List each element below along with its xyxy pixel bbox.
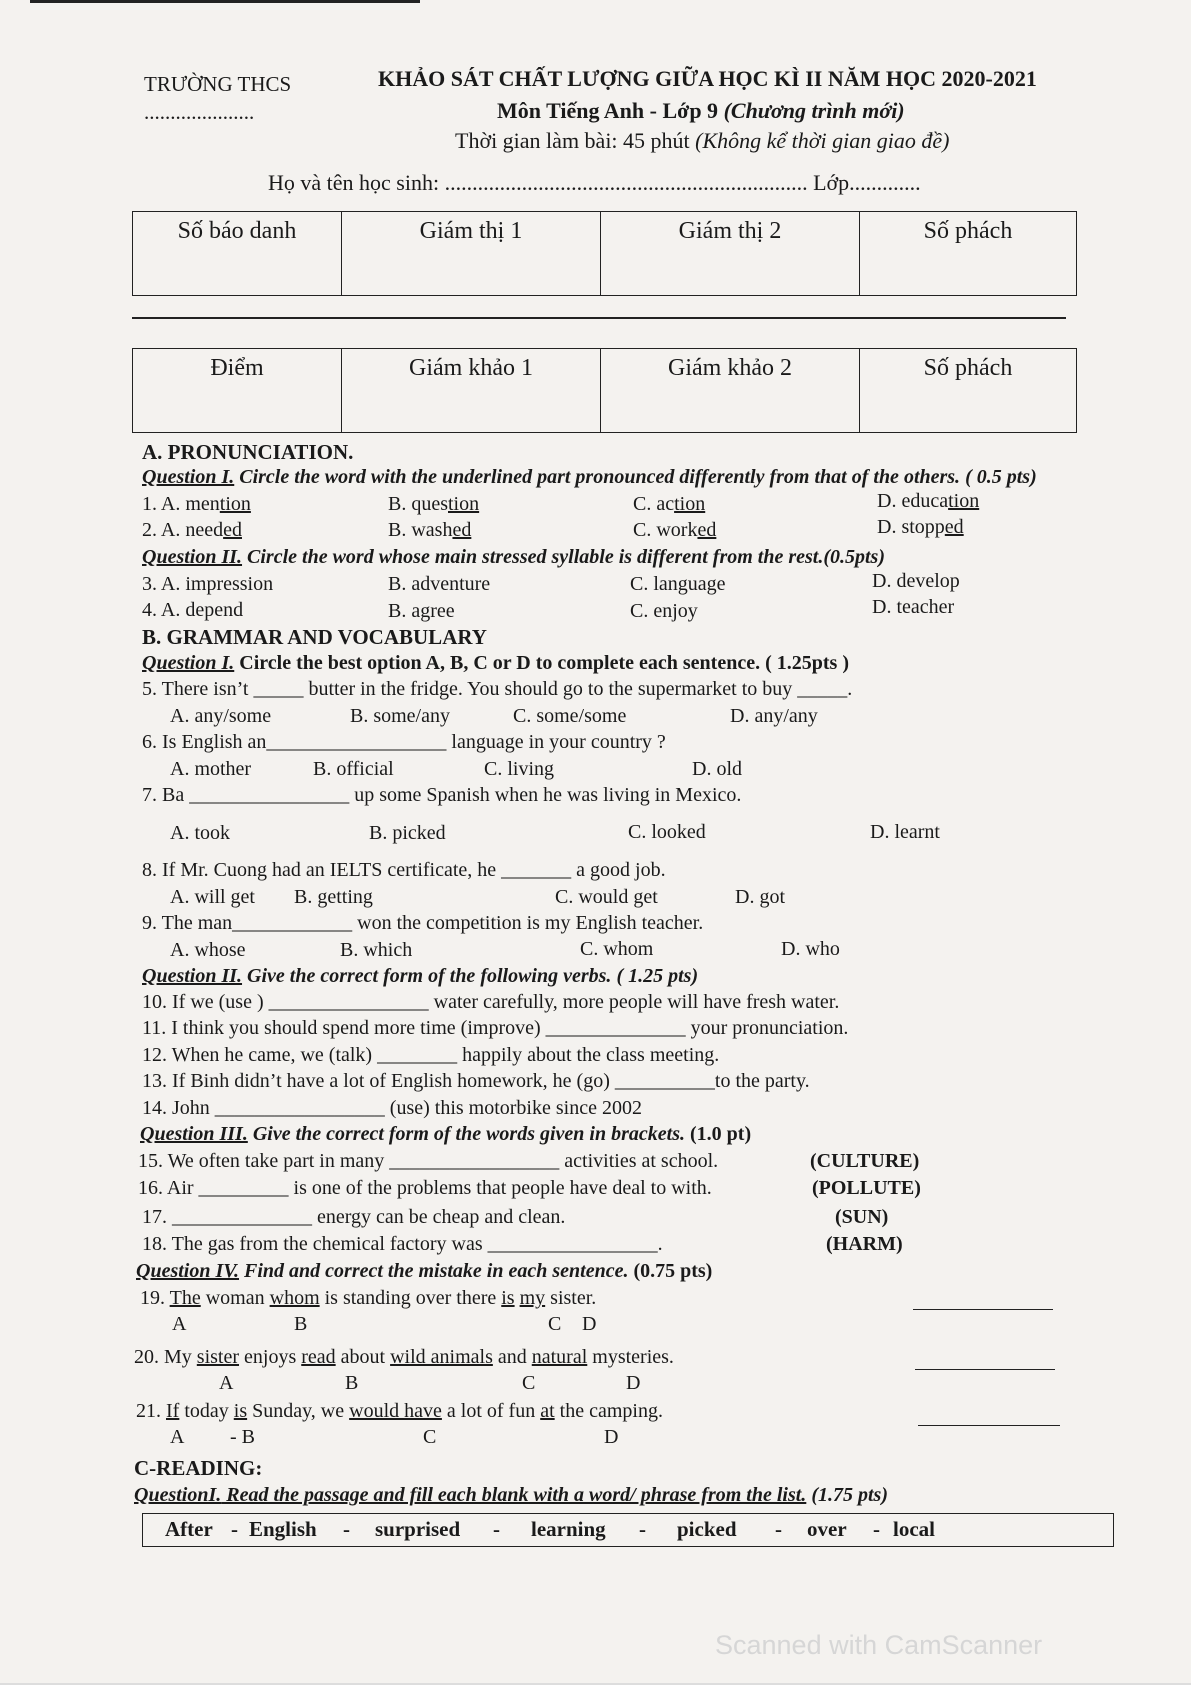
sentence-15: 15. We often take part in many _________________ activities at school.	[138, 1150, 719, 1172]
sentence-11: 11. I think you should spend more time (improve) ______________ your pronunciation.	[142, 1017, 849, 1039]
question-label: Question IV.	[136, 1260, 240, 1282]
item-1-d: D. education	[877, 490, 980, 512]
item-2-a: 2. A. needed	[142, 519, 242, 541]
sentence-18: 18. The gas from the chemical factory was _________________.	[142, 1233, 663, 1255]
word-list-box	[142, 1513, 1114, 1547]
question-text: Give the correct form of the following verbs.	[242, 965, 612, 987]
sentence-10: 10. If we (use ) ________________ water carefully, more people will have fresh water.	[142, 991, 840, 1013]
label-21-d: D	[604, 1426, 619, 1448]
sentence-9: 9. The man____________ won the competition is my English teacher.	[142, 912, 704, 934]
separator: -	[231, 1517, 238, 1541]
subject-line	[497, 98, 905, 124]
code-cell-2: Số phách	[860, 349, 1077, 433]
option-7-a: A. took	[170, 822, 230, 844]
label-19-a: A	[172, 1313, 187, 1335]
question-label: Question I.	[142, 652, 235, 674]
cut-line	[132, 317, 1066, 319]
code-cell: Số phách	[860, 212, 1077, 296]
item-4-a: 4. A. depend	[142, 599, 244, 621]
label-21-c: C	[423, 1426, 437, 1448]
label-19-c: C	[548, 1313, 562, 1335]
sentence-12: 12. When he came, we (talk) ________ happily about the class meeting.	[142, 1044, 720, 1066]
section-a-question-2	[142, 546, 885, 569]
question-text: Circle the best option A, B, C or D to complete each sentence. ( 1.25pts )	[234, 652, 849, 674]
sentence-14: 14. John _________________ (use) this motorbike since 2002	[142, 1097, 642, 1119]
section-c-title: C-READING:	[134, 1456, 263, 1480]
word-learning: learning	[531, 1517, 606, 1541]
item-1-b: B. question	[388, 493, 480, 515]
question-points: (0.75 pts)	[628, 1260, 713, 1282]
option-6-b: B. official	[313, 758, 394, 780]
item-4-d: D. teacher	[872, 596, 955, 618]
word-after: After	[165, 1517, 213, 1541]
label-20-b: B	[345, 1372, 359, 1394]
item-1-a: 1. A. mention	[142, 493, 251, 515]
item-4-c: C. enjoy	[630, 600, 698, 622]
question-text: Give the correct form of the words given in brackets.	[247, 1123, 685, 1145]
question-label: Question II.	[142, 965, 243, 987]
keyword-17: (SUN)	[835, 1206, 889, 1228]
time-note: (Không kể thời gian giao đề)	[695, 128, 950, 153]
section-b-question-3	[140, 1123, 751, 1146]
option-8-b: B. getting	[294, 886, 373, 908]
option-6-a: A. mother	[170, 758, 252, 780]
option-6-d: D. old	[692, 758, 742, 780]
question-points: (1.0 pt)	[685, 1123, 752, 1145]
option-7-c: C. looked	[628, 821, 706, 843]
separator: -	[343, 1517, 350, 1541]
option-5-a: A. any/some	[170, 705, 272, 727]
separator: -	[873, 1517, 880, 1541]
time-line	[455, 128, 949, 154]
option-9-a: A. whose	[170, 939, 246, 961]
sentence-16: 16. Air _________ is one of the problems that people have deal to with.	[138, 1177, 712, 1199]
subject-program: (Chương trình mới)	[723, 98, 905, 123]
answer-line-20[interactable]	[915, 1369, 1055, 1370]
option-9-c: C. whom	[580, 938, 654, 960]
label-20-c: C	[522, 1372, 536, 1394]
question-label: Question II.	[142, 546, 243, 568]
sentence-5: 5. There isn’t _____ butter in the fridge. You should go to the supermarket to buy _____.	[142, 678, 853, 700]
keyword-18: (HARM)	[826, 1233, 903, 1255]
examiner-1-cell: Giám khảo 1	[342, 349, 601, 433]
item-3-b: B. adventure	[388, 573, 491, 595]
option-5-b: B. some/any	[350, 705, 450, 727]
word-local: local	[893, 1517, 935, 1541]
question-label: QuestionI.	[134, 1484, 222, 1506]
label-19-b: B	[294, 1313, 308, 1335]
word-over: over	[807, 1517, 847, 1541]
item-2-b: B. washed	[388, 519, 472, 541]
question-label: Question III.	[140, 1123, 248, 1145]
candidate-number-cell: Số báo danh	[133, 212, 342, 296]
word-surprised: surprised	[375, 1517, 461, 1541]
section-b-question-1	[142, 652, 849, 675]
option-8-a: A. will get	[170, 886, 255, 908]
label-19-d: D	[582, 1313, 597, 1335]
score-box	[132, 348, 1077, 433]
section-a-title: A. PRONUNCIATION.	[142, 440, 354, 464]
word-english: English	[249, 1517, 317, 1541]
item-2-d: D. stopped	[877, 516, 964, 538]
separator: -	[639, 1517, 646, 1541]
school-label: TRƯỜNG THCS	[144, 72, 292, 96]
question-text: Find and correct the mistake in each sentence.	[239, 1260, 629, 1282]
section-b-question-2	[142, 965, 698, 988]
option-5-c: C. some/some	[513, 705, 627, 727]
option-5-d: D. any/any	[730, 705, 818, 727]
supervisor-2-cell: Giám thị 2	[601, 212, 860, 296]
option-8-d: D. got	[735, 886, 785, 908]
question-text: Read the passage and fill each blank with a word/ phrase from the list.	[221, 1484, 807, 1506]
item-2-c: C. worked	[633, 519, 717, 541]
section-b-title: B. GRAMMAR AND VOCABULARY	[142, 625, 487, 649]
item-3-a: 3. A. impression	[142, 573, 274, 595]
question-text: Circle the word whose main stressed syllable is different from the rest.(0.5pts)	[242, 546, 885, 568]
supervisor-1-cell: Giám thị 1	[342, 212, 601, 296]
question-points: (1.75 pts)	[806, 1484, 888, 1506]
question-points: ( 1.25 pts)	[611, 965, 699, 987]
score-cell: Điểm	[133, 349, 342, 433]
question-label: Question I.	[142, 466, 235, 488]
keyword-15: (CULTURE)	[810, 1150, 920, 1172]
sentence-21: 21. If today is Sunday, we would have a lot of fun at the camping.	[136, 1400, 663, 1422]
sentence-6: 6. Is English an__________________ language in your country ?	[142, 731, 666, 753]
sentence-13: 13. If Binh didn’t have a lot of English homework, he (go) __________to the party.	[142, 1070, 810, 1092]
time-limit: Thời gian làm bài: 45 phút	[455, 128, 690, 153]
sentence-19: 19. The woman whom is standing over there is my sister.	[140, 1287, 597, 1309]
sentence-20: 20. My sister enjoys read about wild animals and natural mysteries.	[134, 1346, 674, 1368]
answer-line-21[interactable]	[918, 1425, 1060, 1426]
label-21-a: A	[170, 1426, 185, 1448]
section-c-question-1	[134, 1484, 888, 1507]
option-6-c: C. living	[484, 758, 555, 780]
student-name-line: Họ và tên học sinh: .................................................................. Lớp.............	[268, 170, 921, 195]
school-dots: .....................	[144, 100, 255, 124]
word-picked: picked	[677, 1517, 737, 1541]
examiner-2-cell: Giám khảo 2	[601, 349, 860, 433]
camscanner-watermark: Scanned with CamScanner	[715, 1630, 1043, 1660]
separator: -	[775, 1517, 782, 1541]
supervisor-box	[132, 211, 1077, 296]
option-7-d: D. learnt	[870, 821, 940, 843]
label-20-a: A	[219, 1372, 234, 1394]
label-21-b: - B	[230, 1426, 255, 1448]
sentence-17: 17. ______________ energy can be cheap and clean.	[142, 1206, 566, 1228]
label-20-d: D	[626, 1372, 641, 1394]
top-border-line	[30, 0, 420, 3]
option-7-b: B. picked	[369, 822, 446, 844]
sentence-7: 7. Ba ________________ up some Spanish when he was living in Mexico.	[142, 784, 742, 806]
separator: -	[493, 1517, 500, 1541]
answer-line-19[interactable]	[913, 1309, 1053, 1310]
option-9-b: B. which	[340, 939, 413, 961]
question-text: Circle the word with the underlined part pronounced differently from that of the others.	[234, 466, 961, 488]
option-9-d: D. who	[781, 938, 840, 960]
section-b-question-4	[136, 1260, 712, 1283]
item-4-b: B. agree	[388, 600, 455, 622]
item-3-d: D. develop	[872, 570, 960, 592]
sentence-8: 8. If Mr. Cuong had an IELTS certificate, he _______ a good job.	[142, 859, 666, 881]
keyword-16: (POLLUTE)	[812, 1177, 921, 1199]
item-3-c: C. language	[630, 573, 726, 595]
exam-title: KHẢO SÁT CHẤT LƯỢNG GIỮA HỌC KÌ II NĂM HỌC 2020-2021	[378, 66, 1037, 91]
option-8-c: C. would get	[555, 886, 658, 908]
item-1-c: C. action	[633, 493, 706, 515]
section-a-question-1	[142, 466, 1037, 489]
question-points: ( 0.5 pts)	[960, 466, 1037, 488]
subject: Môn Tiếng Anh - Lớp 9	[497, 98, 719, 123]
